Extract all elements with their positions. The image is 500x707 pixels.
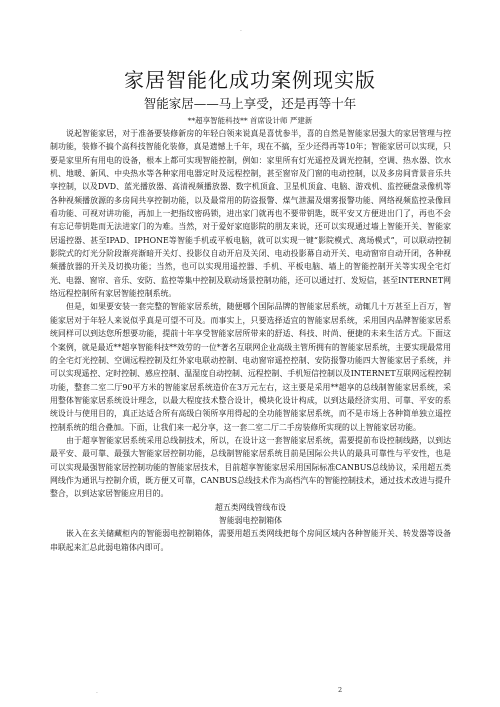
page-number: 2 (338, 686, 343, 694)
document-title: 家居智能化成功案例现实版 (124, 68, 376, 92)
footer-mark: . (96, 688, 98, 695)
article-body (50, 127, 451, 554)
top-mark: . (240, 26, 242, 33)
section-heading-wiring: 超五类网线管线布设 (214, 502, 287, 512)
section-heading-control-box: 智能弱电控制箱体 (218, 515, 283, 525)
body-paragraph-3: 由于超享智能家居系统采用总线制技术，所以，在设计这一套智能家居系统，需要提前布设控制线路，以到达最平安、最可靠、最强大智能家居控制功能，总线制智能家居系统目前是国际公共认的最具可靠性与平安性，也是可以实现最强智能家居控制功能的智能家居技术，目前超享智能家居采用国际标准CANBUS总线协议，采用超五类网线作为通讯与控制介质，既方便又可靠，CANBUS总线技术作为高档汽车的智能控制技术，通过技术改进与提升整合，以到达家居智能应用目的。 (50, 435, 451, 499)
body-paragraph-2: 但是，如果要安装一套完整的智能家居系统，随便哪个国际品牌的智能家居系统，动辄几十万甚至上百万，智能家居对于年轻人来说似乎真是可望不可及。而事实上，只要选择适宜的智能家居系统，采用国内品牌智能家居系统同样可以到达您所想要功能，提前十年享受智能家居所带来的舒适、科技、时尚、便捷的未来生活方式。下面这个案例，就是最近**超享智能科技**效劳的一位*著名互联网企业高级主管所拥有的智能家居系统，主要实现最常用的全宅灯光控制、空调远程控制及红外家电联动控制、电动窗帘遥控控制、安防报警功能四大智能家居子系统，并可以实现遥控、定时控制、感应控制、温湿度自动控制、远程控制、手机短信控制以及INTERNET互联网远程控制功能，整套二室二厅90平方米的智能家居系统造价在3万元左右，这主要是采用**超享的总线制智能家居系统，采用整体智能家居系统设计理念，以最大程度技术整合设计，模块化设计构成，以到达最经济实用、可靠、平安的系统设计与使用目的，真正达适合所有高级白领所享用得起的全功能智能家居系统，而不是市场上各种简单独立遥控控制系统的组合叠加。下面，让我们来一起分享，这一套二室二厅二手房装修所实现的以上智能家居功能。 (50, 302, 451, 432)
document-subtitle: 智能家居——马上享受，还是再等十年 (143, 96, 357, 111)
body-paragraph-1: 说起智能家居，对于准备要装修新房的年轻白领来说真是喜忧参半，喜的自然是智能家居强大的家居管理与控制功能，装修不搞个高科技智能化装修，真是遗憾上千年，现在不搞，至少还得再等10年；智能家居可以实现，只要是家里所有用电的设备，根本上都可实现智能控制，例如：家里所有灯光遥控及调光控制，空调、热水器、饮水机、地暖、新风、中央热水等各种家用电器定时及远程控制，甚至窗帘及门窗的电动控制，以及多房间背景音乐共享控制，以及DVD、蓝光播放器、高清视频播放器、数字机顶盒、卫星机顶盒、电脑、游戏机、监控硬盘录像机等各种视频播放源的多房间共享控制功能，以及最常用的防盗报警、煤气泄漏及烟雾报警功能、网络视频监控录像回看功能、可视对讲功能，再加上一把指纹密码锁，进出家门就再也不要带钥匙，既平安又方便进出门了，再也不会有忘记带钥匙而无法进家门的为难。当然，对于爱好家庭影院的朋友来说，还可以实现通过墙上智能开关、智能家居遥控器、甚至IPAD、IPHONE等智能手机或平板电脑，就可以实现一键“影院模式、离场模式”，可以联动控制影院式的灯光分阶段渐亮渐暗开关灯、投影仪自动开启及关闭、电动投影幕自动开关、电动窗帘自动开闭，各种视频播放器的开关及切换功能；当然，也可以实现用遥控器、手机、平板电脑、墙上的智能控制开关等实现全宅灯光、电器、窗帘、音乐、安防、监控等集中控制及联动场景控制功能，还可以通过打、发短信，甚至INTERNET网络远程控制所有家居智能控制系统。 (50, 129, 451, 299)
author-byline: **超享智能科技** 首席设计师 严建新 (187, 116, 313, 125)
body-paragraph-4: 嵌入在玄关储藏柜内的智能弱电控制箱体，需要用超五类网线把每个房间区域内各种智能开关、转发器等设备串联起来汇总此弱电箱体内即可。 (50, 529, 451, 552)
